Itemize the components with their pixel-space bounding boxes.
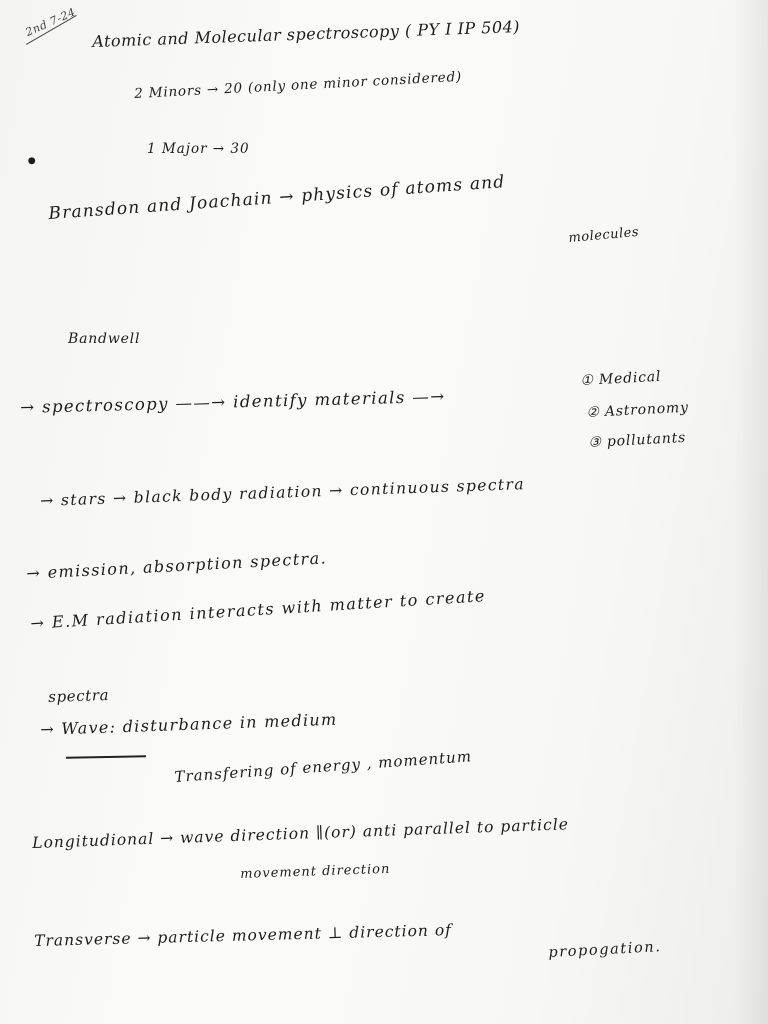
em-radiation-line: → E.M radiation interacts with matter to create xyxy=(29,586,487,633)
spectra-line: spectra xyxy=(47,685,110,706)
ink-mark-icon: ● xyxy=(26,154,38,168)
major-line: 1 Major → 30 xyxy=(147,141,250,157)
transverse-line-1: Transverse → particle movement ⊥ direction of xyxy=(33,921,453,950)
wave-line-2: Transfering of energy , momentum xyxy=(173,747,473,786)
spectroscopy-line: → spectroscopy ——→ identify materials —→ xyxy=(19,386,446,417)
note-date: 2nd 7-24 xyxy=(23,5,78,39)
reference-line-2: molecules xyxy=(567,224,640,246)
application-item: ② Astronomy xyxy=(585,399,690,421)
application-item: ③ pollutants xyxy=(587,429,687,451)
longitudinal-line-2: movement direction xyxy=(239,861,391,882)
minors-line: 2 Minors → 20 (only one minor considered) xyxy=(133,68,463,102)
emission-line: → emission, absorption spectra. xyxy=(25,548,328,583)
reference-line-1: Bransdon and Joachain → physics of atoms and xyxy=(47,172,507,224)
stars-line: → stars → black body radiation → continuous spectra xyxy=(39,475,526,510)
page-title: Atomic and Molecular spectroscopy ( PY I IP 504) xyxy=(91,17,521,51)
application-item: ① Medical xyxy=(579,368,662,389)
longitudinal-line-1: Longitudional → wave direction ∥(or) anti parallel to particle xyxy=(31,815,570,852)
wave-line-1: → Wave: disturbance in medium xyxy=(39,709,338,739)
transverse-line-2: propogation. xyxy=(547,939,662,961)
wave-underline xyxy=(66,755,146,758)
bandwell-line: Bandwell xyxy=(68,331,141,347)
